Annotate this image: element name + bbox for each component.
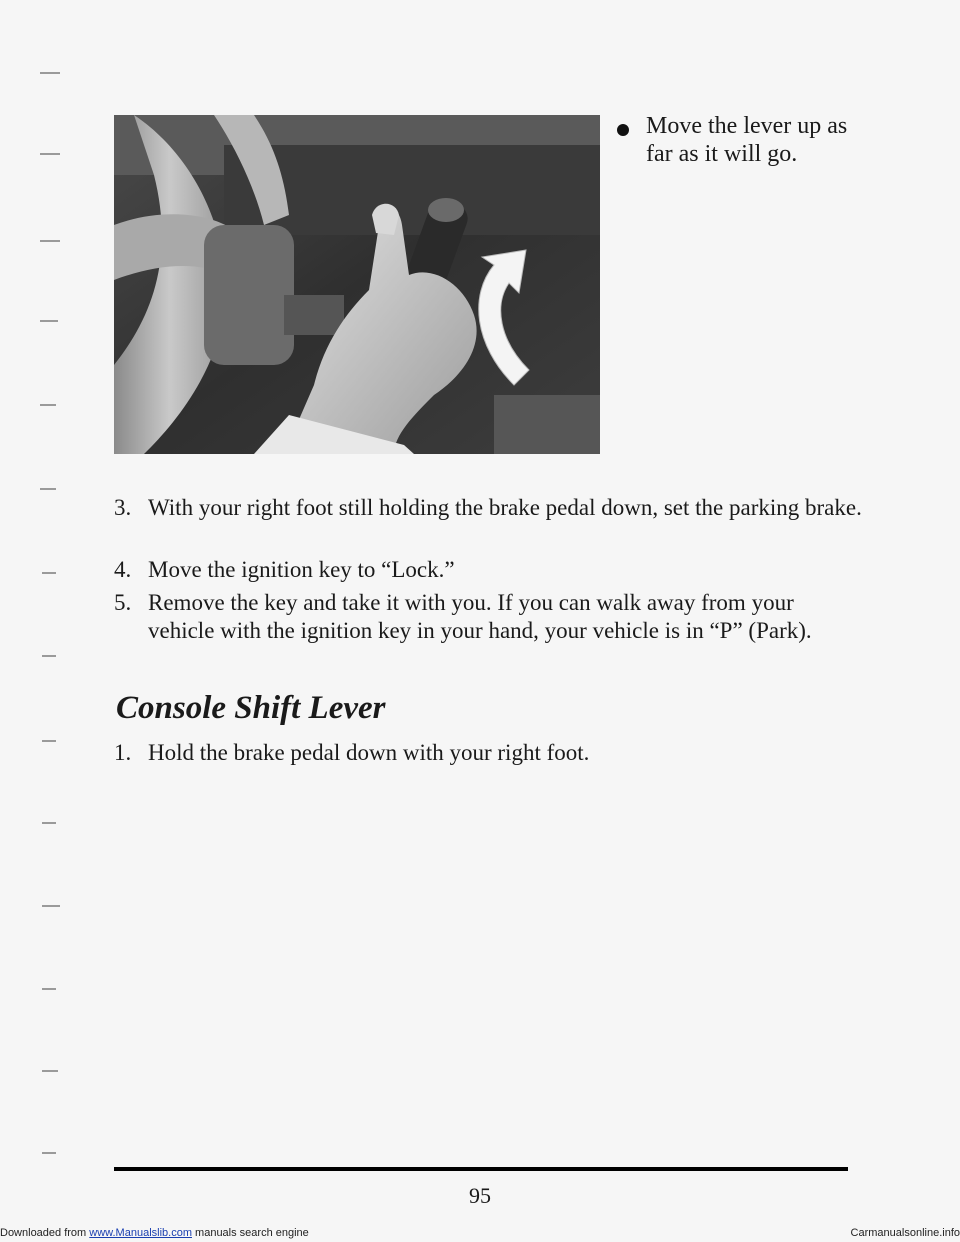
section-heading: Console Shift Lever <box>116 690 386 726</box>
photo-illustration <box>114 115 600 454</box>
footer-suffix: manuals search engine <box>191 1227 309 1239</box>
edge-mark <box>40 153 60 155</box>
step-number: 5. <box>114 590 132 615</box>
manualslib-link[interactable]: www.Manualslib.com <box>89 1227 192 1239</box>
steering-lever-photo <box>114 115 600 454</box>
step-number: 1. <box>114 740 132 765</box>
edge-mark <box>42 1070 58 1072</box>
footer-prefix: Downloaded from <box>0 1227 90 1239</box>
bullet-icon <box>617 124 629 136</box>
step-number: 3. <box>114 495 132 520</box>
edge-mark <box>42 572 56 574</box>
edge-mark <box>42 905 60 907</box>
step-text: Hold the brake pedal down with your right foot. <box>148 740 590 765</box>
edge-mark <box>40 240 60 242</box>
edge-mark <box>42 655 56 657</box>
footer-rule <box>114 1167 848 1171</box>
edge-mark <box>42 988 56 990</box>
download-footer <box>0 1226 309 1240</box>
step-number: 4. <box>114 557 132 582</box>
step-text: Move the ignition key to “Lock.” <box>148 557 455 582</box>
edge-mark <box>40 72 60 74</box>
step-text: Remove the key and take it with you. If you can walk away from your vehicle with the ignition key in your hand, your vehicle is in “P” (Park). <box>148 590 812 643</box>
watermark-text: Carmanualsonline.info <box>850 1227 960 1239</box>
edge-mark <box>40 320 58 322</box>
edge-mark <box>40 488 56 490</box>
edge-mark <box>40 404 56 406</box>
edge-mark <box>42 740 56 742</box>
edge-mark <box>42 822 56 824</box>
edge-mark <box>42 1152 56 1154</box>
page-number: 95 <box>469 1183 491 1208</box>
bullet-instruction: Move the lever up as far as it will go. <box>646 113 848 167</box>
step-text: With your right foot still holding the brake pedal down, set the parking brake. <box>148 495 862 520</box>
